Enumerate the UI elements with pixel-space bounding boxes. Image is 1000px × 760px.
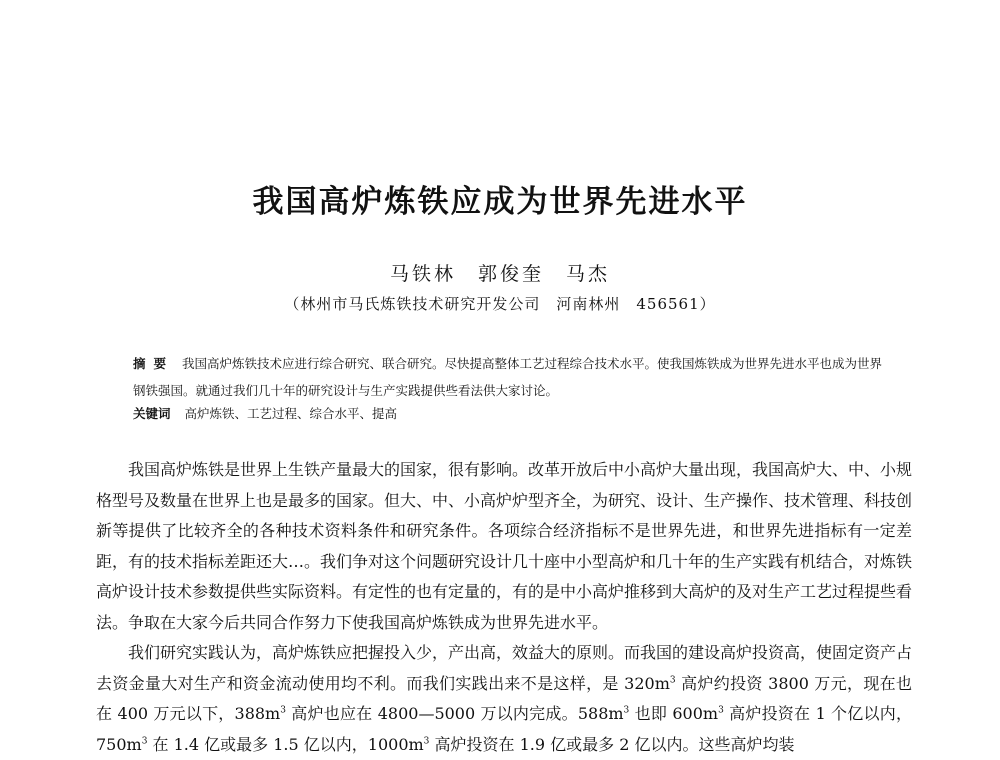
keywords-text: 高炉炼铁、工艺过程、综合水平、提高 bbox=[184, 406, 398, 421]
paragraph-2 bbox=[96, 638, 912, 760]
abstract-text: 我国高炉炼铁技术应进行综合研究、联合研究。尽快提高整体工艺过程综合技术水平。使我国炼铁成为世界先进水平也成为世界钢铁强国。就通过我们几十年的研究设计与生产实践提供些看法供大家讨论。 bbox=[133, 356, 883, 398]
paragraph-1: 我国高炉炼铁是世界上生铁产量最大的国家，很有影响。改革开放后中小高炉大量出现，我国高炉大、中、小规格型号及数量在世界上也是最多的国家。但大、中、小高炉炉型齐全，为研究、设计、生产操作、技术管理、科技创新等提供了比较齐全的各种技术资料条件和研究条件。各项综合经济指标不是世界先进，和世界先进指标有一定差距，有的技术指标差距还大…。我们争对这个问题研究设计几十座中小型高炉和几十年的生产实践有机结合，对炼铁高炉设计技术参数提供些实际资料。有定性的也有定量的，有的是中小高炉推移到大高炉的及对生产工艺过程提些看法。争取在大家今后共同合作努力下使我国高炉炼铁成为世界先进水平。 bbox=[96, 460, 913, 632]
superscript-3: 3 bbox=[669, 675, 676, 686]
p2-part-f: 在 1.4 亿或最多 1.5 亿以内，1000m bbox=[147, 734, 424, 754]
p2-part-d: 也即 600m bbox=[629, 704, 719, 723]
keywords-label: 关键词 bbox=[133, 406, 171, 421]
abstract bbox=[133, 350, 888, 404]
p2-part-e: 高炉投资在 1 个亿以内，750m bbox=[96, 704, 912, 754]
body-text bbox=[96, 455, 912, 760]
superscript-3: 3 bbox=[623, 705, 630, 716]
superscript-3: 3 bbox=[141, 736, 148, 747]
keywords bbox=[133, 404, 888, 424]
superscript-3: 3 bbox=[718, 705, 724, 716]
p2-part-c: 高炉也应在 4800—5000 万以内完成。588m bbox=[285, 704, 624, 723]
p2-part-a: 我们研究实践认为，高炉炼铁应把握投入少，产出高，效益大的原则。而我国的建设高炉投资高，使固定资产占去资金量大对生产和资金流动使用均不利。而我们实践出来不是这样，是 320m bbox=[96, 643, 913, 693]
superscript-3: 3 bbox=[423, 736, 430, 747]
p2-part-g: 高炉投资在 1.9 亿或最多 2 亿以内。这些高炉均装 bbox=[429, 734, 795, 754]
affiliation: （林州市马氏炼铁技术研究开发公司 河南林州 456561） bbox=[284, 295, 716, 313]
author-list: 马铁林 郭俊奎 马杰 bbox=[389, 263, 610, 285]
p2-part-b: 高炉约投资 3800 万元，现在也在 400 万元以下，388m bbox=[96, 673, 912, 723]
abstract-label: 摘要 bbox=[133, 356, 175, 371]
superscript-3: 3 bbox=[280, 705, 286, 716]
paper-title: 我国高炉炼铁应成为世界先进水平 bbox=[252, 184, 748, 220]
